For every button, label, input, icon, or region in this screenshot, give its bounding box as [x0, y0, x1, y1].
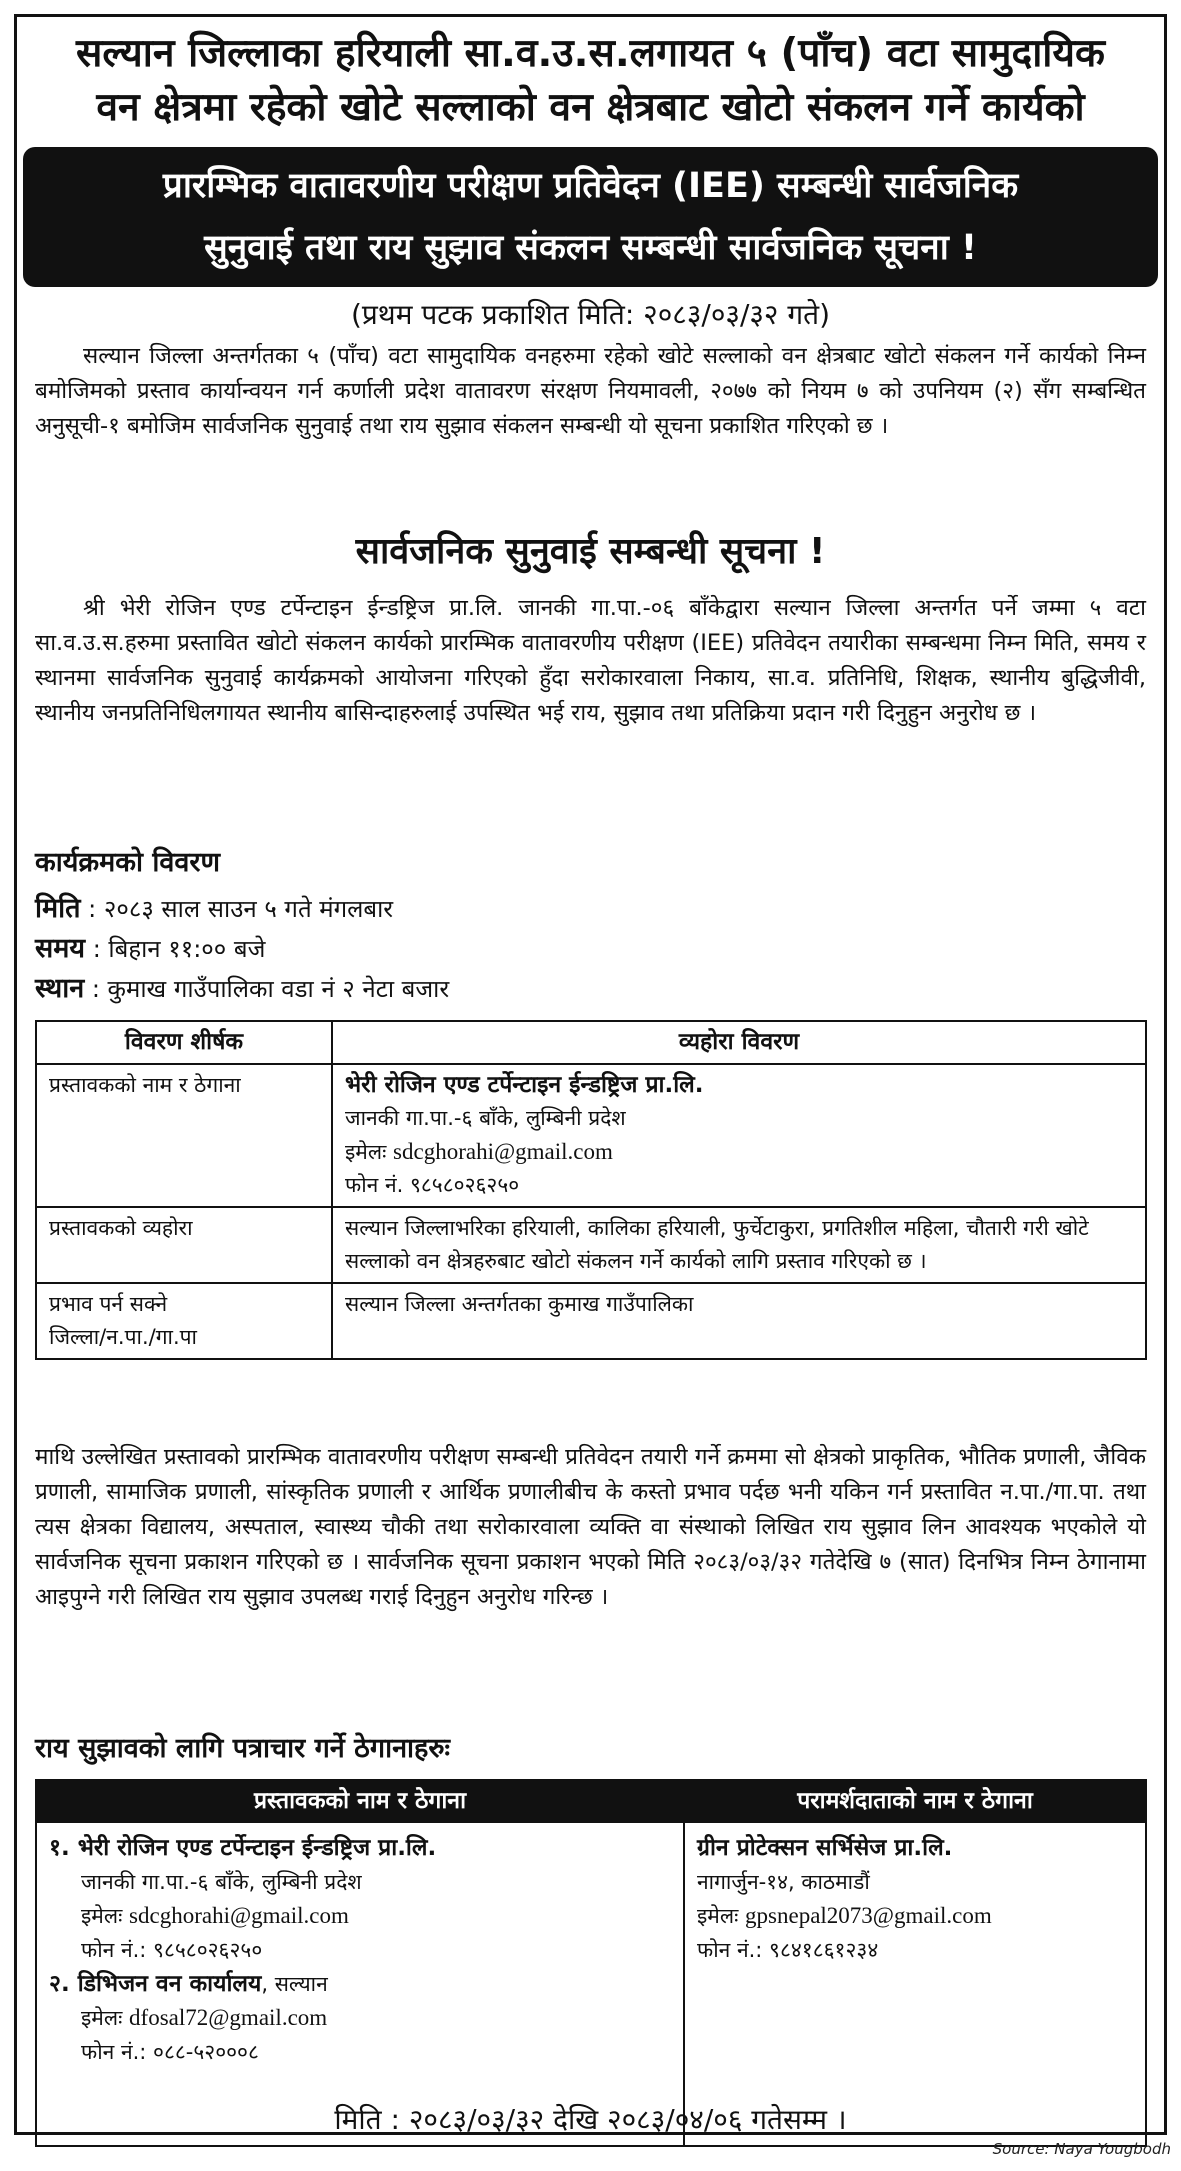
intro-paragraph	[35, 339, 1146, 444]
proposer-org1-email	[49, 1899, 671, 1933]
notice-page	[14, 14, 1167, 2135]
program-date-value: : २०८३ साल साउन ५ गते मंगलबार	[88, 895, 394, 923]
intro-paragraph-text: सल्यान जिल्ला अन्तर्गतका ५ (पाँच) वटा सामुदायिक वनहरुमा रहेको खोटे सल्लाको वन क्षेत्रबाट खोटो संकलन गर्ने कार्यको निम्न बमोजिमको प्रस्ताव कार्यान्वयन गर्न कर्णाली प्रदेश वातावरण संरक्षण नियमावली, २०७७ को नियम ७ को उपनियम (२) सँग सम्बन्धित अनुसूची-१ बमोजिम सार्वजनिक सुनुवाई तथा राय सुझाव संकलन सम्बन्धी यो सूचना प्रकाशित गरिएको छ ।	[35, 343, 1146, 439]
program-place	[35, 969, 449, 1009]
program-time-label: समय	[35, 933, 86, 964]
hearing-paragraph-text: श्री भेरी रोजिन एण्ड टर्पेन्टाइन ईन्डष्ट्रिज प्रा.लि. जानकी गा.पा.-०६ बाँकेद्वारा सल्यान जिल्ला अन्तर्गत पर्ने जम्मा ५ वटा सा.व.उ.स.हरुमा प्रस्तावित खोटो संकलन कार्यको प्रारम्भिक वातावरणीय परीक्षण (IEE) प्रतिवेदन तयारीका सम्बन्धमा निम्न मिति, समय र स्थानमा सार्वजनिक सुनुवाई कार्यक्रमको आयोजना गरिएको हुँदा सरोकारवाला निकाय, सा.व. प्रतिनिधि, शिक्षक, स्थानीय बुद्धिजीवी, स्थानीय जनप्रतिनिधिलगायत स्थानीय बासिन्दाहरुलाई उपस्थित भई राय, सुझाव तथा प्रतिक्रिया प्रदान गरी दिनुहुन अनुरोध छ ।	[35, 595, 1146, 726]
correspondence-table	[35, 1779, 1147, 2147]
email-label: इमेलः	[345, 1140, 387, 1164]
source-credit: Source: Naya Yougbodh	[992, 2140, 1171, 2158]
notice-title-line1: सल्यान जिल्लाका हरियाली सा.व.उ.स.लगायत ५ (पाँच) वटा सामुदायिक	[75, 31, 1105, 76]
notice-title-line2: वन क्षेत्रमा रहेको खोटे सल्लाको वन क्षेत्रबाट खोटो संकलन गर्ने कार्यको	[96, 85, 1085, 130]
correspondence-header	[36, 1780, 1146, 1822]
details-table-header	[36, 1021, 1146, 1064]
email-value: dfosal72@gmail.com	[129, 2005, 328, 2030]
correspondence-heading: राय सुझावको लागि पत्राचार गर्ने ठेगानाहरुः	[35, 1733, 450, 1764]
row-value	[332, 1064, 1146, 1207]
proposer-org2-place: , सल्यान	[261, 1972, 328, 1996]
proposer-col-header: प्रस्तावकको नाम र ठेगाना	[36, 1780, 684, 1822]
consultant-email	[697, 1899, 1133, 1933]
proposer-org1-name: १. भेरी रोजिन एण्ड टर्पेन्टाइन ईन्डष्ट्रिज प्रा.लि.	[49, 1835, 437, 1861]
program-date	[35, 889, 393, 929]
hearing-paragraph	[35, 591, 1146, 731]
row-value: सल्यान जिल्ला अन्तर्गतका कुमाख गाउँपालिका	[332, 1283, 1146, 1359]
proposer-name: भेरी रोजिन एण्ड टर्पेन्टाइन ईन्डष्ट्रिज प्रा.लि.	[345, 1072, 704, 1098]
row-label-line1: प्रभाव पर्न सक्ने	[49, 1292, 168, 1316]
program-date-label: मिति	[35, 893, 81, 924]
email-value: sdcghorahi@gmail.com	[129, 1903, 349, 1928]
proposer-addresses	[36, 1822, 684, 2146]
row-label-line2: जिल्ला/न.पा./गा.पा	[49, 1325, 197, 1349]
publication-date: (प्रथम पटक प्रकाशित मिति: २०८३/०३/३२ गते)	[350, 298, 831, 331]
table-row	[36, 1064, 1146, 1207]
row-label: प्रस्तावकको व्यहोरा	[36, 1207, 332, 1283]
table-row	[36, 1283, 1146, 1359]
row-label	[36, 1283, 332, 1359]
details-table	[35, 1020, 1147, 1360]
email-value: gpsnepal2073@gmail.com	[745, 1903, 992, 1928]
email-label: इमेलः	[697, 1904, 739, 1928]
row-label: प्रस्तावकको नाम र ठेगाना	[36, 1064, 332, 1207]
banner-line1: प्रारम्भिक वातावरणीय परीक्षण प्रतिवेदन (IEE) सम्बन्धी सार्वजनिक	[162, 166, 1019, 206]
proposer-org2-name: २. डिभिजन वन कार्यालय	[49, 1971, 262, 1997]
consultant-phone: फोन नं.: ९८४१८६१२३४	[697, 1938, 879, 1962]
proposer-phone: फोन नं. ९८५८०२६२५०	[345, 1173, 520, 1197]
email-label: इमेलः	[81, 1904, 123, 1928]
table-row	[36, 1822, 1146, 2146]
closing-paragraph: माथि उल्लेखित प्रस्तावको प्रारम्भिक वातावरणीय परीक्षण सम्बन्धी प्रतिवेदन तयारी गर्ने क्रममा सो क्षेत्रको प्राकृतिक, भौतिक प्रणाली, जैविक प्रणाली, सामाजिक प्रणाली, सांस्कृतिक प्रणाली र आर्थिक प्रणालीबीच के कस्तो प्रभाव पर्दछ भनी यकिन गर्न प्रस्तावित न.पा./गा.पा. तथा त्यस क्षेत्रका विद्यालय, अस्पताल, स्वास्थ्य चौकी तथा सरोकारवाला व्यक्ति वा संस्थाको लिखित राय सुझाव लिन आवश्यक भएकोले यो सार्वजनिक सूचना प्रकाशन गरिएको छ । सार्वजनिक सूचना प्रकाशन भएको मिति २०८३/०३/३२ गतेदेखि ७ (सात) दिनभित्र निम्न ठेगानामा आइपुग्ने गरी लिखित राय सुझाव उपलब्ध गराई दिनुहुन अनुरोध गरिन्छ ।	[35, 1444, 1146, 1610]
details-col-title: विवरण शीर्षक	[36, 1021, 332, 1064]
proposer-org1-phone: फोन नं.: ९८५८०२६२५०	[81, 1938, 263, 1962]
consultant-address	[684, 1822, 1146, 2146]
proposer-org2-phone: फोन नं.: ०८८-५२०००८	[81, 2040, 259, 2064]
row-value: सल्यान जिल्लाभरिका हरियाली, कालिका हरियाली, फुर्चेटाकुरा, प्रगतिशील महिला, चौतारी गरी खोटे सल्लाको वन क्षेत्रहरुबाट खोटो संकलन गर्ने कार्यको लागि प्रस्ताव गरिएको छ ।	[332, 1207, 1146, 1283]
banner-line2: सुनुवाई तथा राय सुझाव संकलन सम्बन्धी सार्वजनिक सूचना !	[204, 228, 977, 268]
program-heading: कार्यक्रमको विवरण	[35, 847, 220, 878]
hearing-heading: सार्वजनिक सुनुवाई सम्बन्धी सूचना !	[355, 531, 826, 572]
program-place-label: स्थान	[35, 973, 85, 1004]
proposer-address: जानकी गा.पा.-६ बाँके, लुम्बिनी प्रदेश	[345, 1106, 626, 1130]
proposer-org2	[49, 1967, 671, 2001]
proposer-org2-email	[49, 2001, 671, 2035]
program-place-value: : कुमाख गाउँपालिका वडा नं २ नेटा बजार	[91, 975, 450, 1003]
proposer-org1-address: जानकी गा.पा.-६ बाँके, लुम्बिनी प्रदेश	[81, 1870, 362, 1894]
consultant-col-header: परामर्शदाताको नाम र ठेगाना	[684, 1780, 1146, 1822]
consultant-location: नागार्जुन-१४, काठमाडौं	[697, 1870, 870, 1894]
notice-banner	[23, 147, 1158, 287]
proposer-email	[345, 1135, 1133, 1169]
program-time-value: : बिहान ११:०० बजे	[92, 935, 266, 963]
program-time	[35, 929, 265, 969]
email-label: इमेलः	[81, 2006, 123, 2030]
email-value: sdcghorahi@gmail.com	[393, 1139, 613, 1164]
details-col-description: व्यहोरा विवरण	[332, 1021, 1146, 1064]
consultant-name: ग्रीन प्रोटेक्सन सर्भिसेज प्रा.लि.	[697, 1835, 953, 1861]
validity-date: मिति : २०८३/०३/३२ देखि २०८३/०४/०६ गतेसम्म ।	[334, 2103, 847, 2136]
table-row	[36, 1207, 1146, 1283]
